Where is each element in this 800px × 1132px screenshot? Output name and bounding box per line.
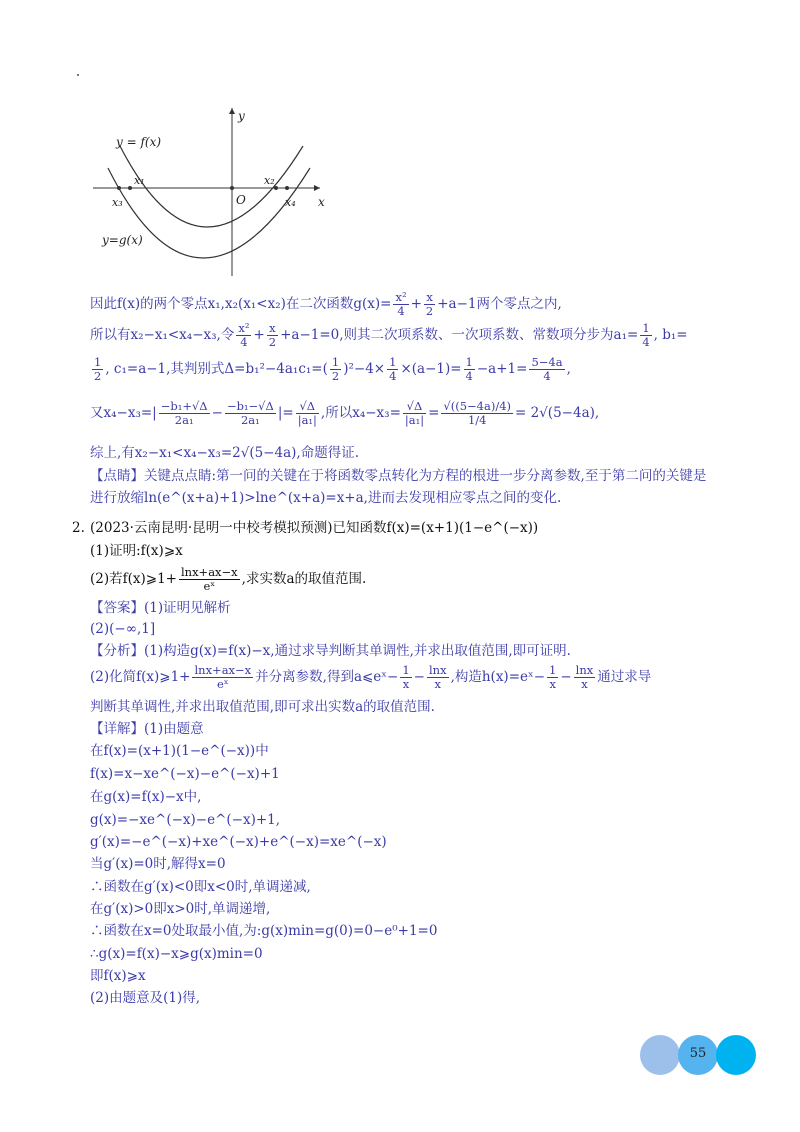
f-label: y = f(x) — [116, 135, 162, 149]
answer-line-2: (2)(−∞,1] — [90, 621, 156, 637]
page-number-badge — [640, 1035, 758, 1077]
question-2-stem: (2023·云南昆明·昆明一中校考模拟预测)已知函数f(x)=(x+1)(1−e^(−x)) — [90, 520, 539, 536]
fraction: $\frac{√\Delta}{\text{|a₁|}}$ — [404, 399, 425, 427]
page-number: 55 — [689, 1046, 707, 1061]
fraction: $\frac{\ln x+ax-x}{\text{eˣ}}$ — [180, 565, 238, 593]
badge-circle-left — [640, 1035, 680, 1075]
question-2-part1: (1)证明:f(x)⩾x — [90, 543, 183, 559]
detail-line-1: 【详解】(1)由题意 — [90, 721, 204, 737]
fraction: $\frac{1}{x}$ — [402, 663, 410, 691]
fraction: $\frac{\text{x²}}{4}$ — [395, 290, 407, 318]
fraction: $\frac{1}{2}$ — [331, 355, 340, 383]
key-point-line-2: 进行放缩ln(e^(x+a)+1)>lne^(x+a)=x+a,进而去发现相应零点之间的变化. — [90, 490, 562, 506]
analysis-line-2: (2)化简f(x)⩾1+ $\frac{\ln x+ax-x}{\text{eˣ}}$ 并分离参数,得到a⩽eˣ− $\frac{1}{x}$ − $\frac{\ln x}{x}$ ,构造h(x)=eˣ− $\frac{1}{x}$ − $\frac{\ln x}{x}$ 通过求导 — [90, 663, 652, 691]
fraction: $\frac{\text{−b₁−√Δ}}{\text{2a₁}}$ — [226, 399, 274, 427]
detail-line-7: 当g′(x)=0时,解得x=0 — [90, 856, 226, 872]
x1-point — [128, 186, 132, 190]
detail-line-11: ∴g(x)=f(x)−x⩾g(x)min=0 — [90, 946, 263, 962]
fraction: $\frac{x}{2}$ — [425, 290, 434, 318]
detail-line-6: g′(x)=−e^(−x)+xe^(−x)+e^(−x)=xe^(−x) — [90, 834, 387, 850]
detail-line-10: ∴函数在x=0处取最小值,为:g(x)min=g(0)=0−e⁰+1=0 — [90, 923, 438, 939]
question-number: 2. — [72, 520, 85, 536]
x3-point — [117, 186, 121, 190]
question-2-part2: (2)若f(x)⩾1+ $\frac{\ln x+ax-x}{\text{eˣ}}$ ,求实数a的取值范围. — [90, 565, 367, 593]
fraction: $\frac{x}{2}$ — [268, 321, 277, 349]
text-line-2: 所以有x₂−x₁<x₄−x₃,令 $\frac{\text{x²}}{4}$ + $\frac{x}{2}$ +a−1=0,则其二次项系数、一次项系数、常数项分步为a₁= $\frac{1}{4}$ , b₁= — [90, 321, 688, 349]
fraction: $\frac{1}{4}$ — [642, 321, 650, 349]
detail-line-3: f(x)=x−xe^(−x)−e^(−x)+1 — [90, 766, 280, 782]
fraction: $\frac{1}{4}$ — [465, 355, 473, 383]
origin-point — [230, 186, 234, 190]
fraction: $\frac{√\Delta}{\text{|a₁|}}$ — [297, 399, 317, 427]
fraction: $\frac{\text{x²}}{4}$ — [238, 321, 250, 349]
analysis-line-3: 判断其单调性,并求出取值范围,即可求出实数a的取值范围. — [90, 699, 435, 715]
fraction: $\frac{\ln x}{x}$ — [428, 663, 447, 691]
text: +a−1两个零点之内, — [437, 296, 562, 312]
fraction: $\frac{1}{2}$ — [94, 355, 102, 383]
fraction: $\frac{1}{x}$ — [549, 663, 557, 691]
detail-line-12: 即f(x)⩾x — [90, 968, 146, 984]
fraction: $\frac{5-4a}{4}$ — [531, 355, 563, 383]
text-line-4: 又x₄−x₃=| $\frac{\text{−b₁+√Δ}}{\text{2a₁}}$ − $\frac{\text{−b₁−√Δ}}{\text{2a₁}}$ |= $\frac{√\Delta}{\text{|a₁|}}$ ,所以x₄−x₃= $\frac{√\Delta}{\text{|a₁|}}$ = $\frac{√((5-4a)/4)}{1/4}$ = 2√(5−4a), — [90, 399, 600, 427]
detail-line-2: 在f(x)=(x+1)(1−e^(−x))中 — [90, 743, 269, 759]
x-label: x — [318, 195, 325, 209]
fraction: $\frac{\ln x+ax-x}{\text{eˣ}}$ — [194, 663, 252, 691]
detail-line-13: (2)由题意及(1)得, — [90, 990, 201, 1006]
parabola-figure — [88, 98, 338, 278]
detail-line-4: 在g(x)=f(x)−x中, — [90, 789, 202, 805]
answer-line-1: 【答案】(1)证明见解析 — [90, 600, 231, 616]
fraction: $\frac{1}{4}$ — [389, 355, 397, 383]
text-line-3: $\frac{1}{2}$ , c₁=a−1,其判别式Δ=b₁²−4a₁c₁=( $\frac{1}{2}$ )²−4× $\frac{1}{4}$ ×(a−1)= $\frac{1}{4}$ −a+1= $\frac{5-4a}{4}$ , — [94, 355, 571, 383]
fraction: $\frac{\text{−b₁+√Δ}}{\text{2a₁}}$ — [160, 399, 208, 427]
g-label: y=g(x) — [102, 233, 143, 247]
badge-circle-right — [716, 1035, 756, 1075]
x3-label: x₃ — [112, 196, 123, 209]
detail-line-9: 在g′(x)>0即x>0时,单调递增, — [90, 901, 271, 917]
y-label: y — [238, 109, 245, 123]
x2-label: x₂ — [264, 174, 275, 187]
analysis-line-1: 【分析】(1)构造g(x)=f(x)−x,通过求导判断其单调性,并求出取值范围,即可证明. — [90, 643, 571, 659]
corner-dot — [77, 74, 79, 76]
y-axis-arrow — [229, 108, 235, 114]
x4-point — [285, 186, 289, 190]
fraction: $\frac{√((5-4a)/4)}{1/4}$ — [443, 399, 512, 427]
key-point-line-1: 【点睛】关键点点睛:第一问的关键在于将函数零点转化为方程的根进一步分离参数,至于第二问的关键是 — [90, 468, 707, 484]
text-line-1: 因此f(x)的两个零点x₁,x₂(x₁<x₂)在二次函数g(x)= $\frac{\text{x²}}{4}$ + $\frac{x}{2}$ +a−1两个零点之内, — [90, 290, 562, 318]
text: 因此f(x)的两个零点x₁,x₂(x₁<x₂)在二次函数g(x)= — [90, 296, 392, 312]
x4-label: x₄ — [285, 196, 296, 209]
text-line-5: 综上,有x₂−x₁<x₄−x₃=2√(5−4a),命题得证. — [90, 445, 359, 461]
detail-line-5: g(x)=−xe^(−x)−e^(−x)+1, — [90, 812, 281, 828]
detail-line-8: ∴函数在g′(x)<0即x<0时,单调递减, — [90, 879, 311, 895]
fraction: $\frac{\ln x}{x}$ — [575, 663, 594, 691]
x1-label: x₁ — [134, 174, 145, 187]
x-axis-arrow — [314, 185, 320, 191]
origin-label: O — [236, 193, 246, 207]
